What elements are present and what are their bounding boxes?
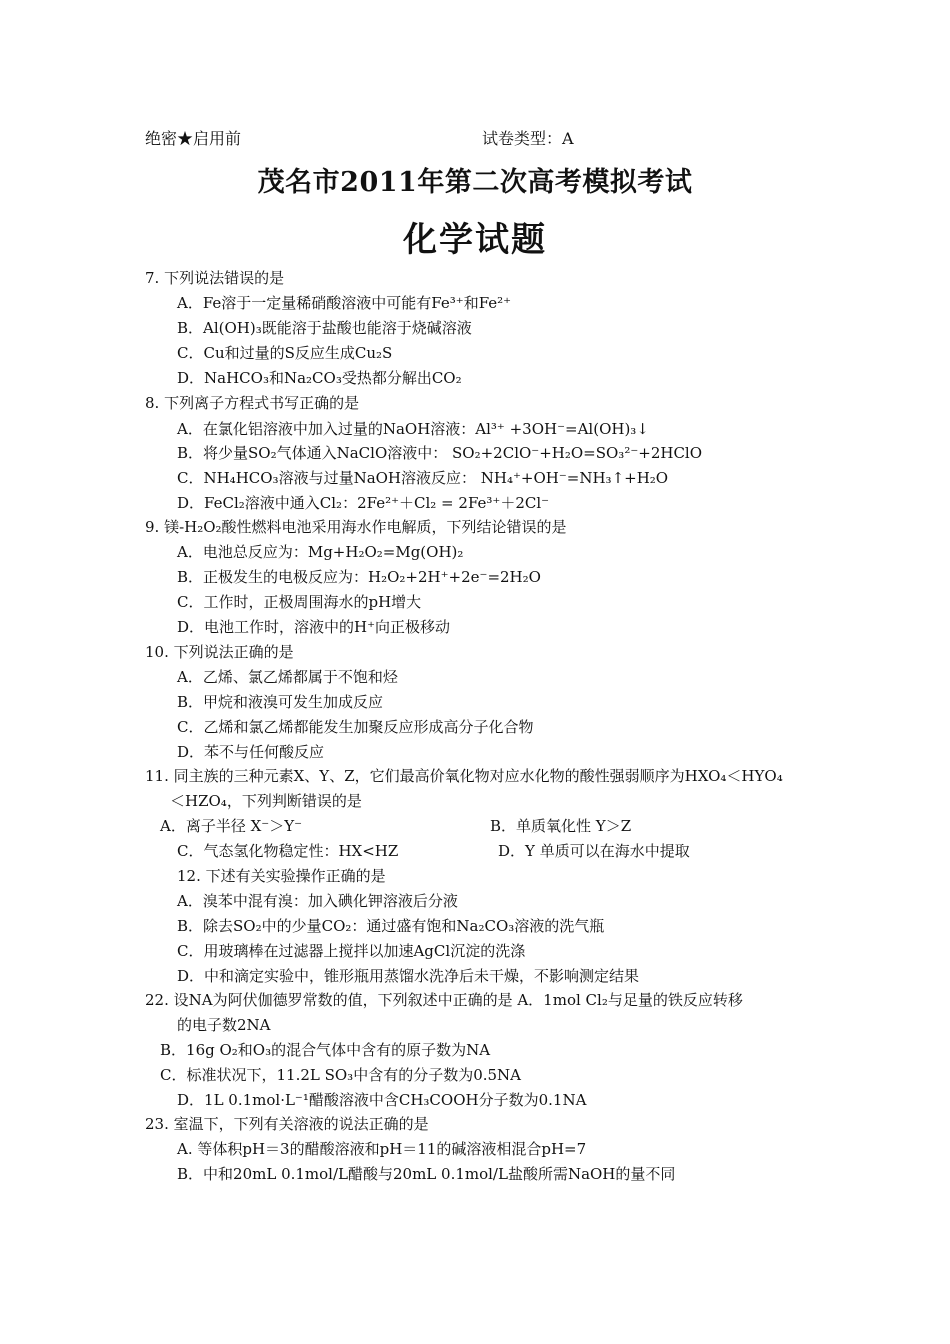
- question-11-option-b: B．单质氧化性 Y＞Z: [490, 817, 632, 835]
- question-11-option-a: A．离子半径 X⁻＞Y⁻: [160, 817, 303, 835]
- question-9-option-c: C．工作时，正极周围海水的pH增大: [177, 593, 422, 611]
- question-9-stem: 9. 镁-H₂O₂酸性燃料电池采用海水作电解质，下列结论错误的是: [145, 518, 567, 536]
- question-11-stem: 11. 同主族的三种元素X、Y、Z，它们最高价氧化物对应水化物的酸性强弱顺序为HXO₄＜HYO₄: [145, 767, 783, 785]
- question-7-option-c: C．Cu和过量的S反应生成Cu₂S: [177, 344, 393, 362]
- paper-type-label: 试卷类型：A: [482, 129, 574, 148]
- question-7-option-d: D．NaHCO₃和Na₂CO₃受热都分解出CO₂: [177, 369, 462, 387]
- question-7-option-a: A．Fe溶于一定量稀硝酸溶液中可能有Fe³⁺和Fe²⁺: [177, 294, 512, 312]
- question-8-option-b: B．将少量SO₂气体通入NaClO溶液中： SO₂+2ClO⁻+H₂O=SO₃²⁻+2HClO: [177, 444, 703, 462]
- question-11-option-d: D．Y 单质可以在海水中提取: [498, 842, 690, 860]
- question-23-option-b: B．中和20mL 0.1mol/L醋酸与20mL 0.1mol/L盐酸所需NaOH的量不同: [177, 1165, 676, 1183]
- question-9-option-d: D．电池工作时，溶液中的H⁺向正极移动: [177, 618, 451, 636]
- question-12-option-b: B．除去SO₂中的少量CO₂：通过盛有饱和Na₂CO₃溶液的洗气瓶: [177, 917, 605, 935]
- question-9-option-a: A．电池总反应为：Mg+H₂O₂=Mg(OH)₂: [177, 543, 464, 561]
- question-10-option-b: B．甲烷和液溴可发生加成反应: [177, 693, 384, 711]
- exam-title: 茂名市2011年第二次高考模拟考试: [257, 167, 693, 198]
- question-12-option-a: A．溴苯中混有溴：加入碘化钾溶液后分液: [177, 892, 458, 910]
- confidential-label: 绝密★启用前: [145, 129, 242, 148]
- question-8-option-a: A．在氯化铝溶液中加入过量的NaOH溶液：Al³⁺ +3OH⁻=Al(OH)₃↓: [177, 420, 649, 438]
- question-10-option-a: A．乙烯、氯乙烯都属于不饱和烃: [177, 668, 398, 686]
- question-8-option-c: C．NH₄HCO₃溶液与过量NaOH溶液反应： NH₄⁺+OH⁻=NH₃↑+H₂O: [177, 469, 669, 487]
- question-23-stem: 23. 室温下，下列有关溶液的说法正确的是: [145, 1115, 429, 1133]
- question-12-option-d: D．中和滴定实验中，锥形瓶用蒸馏水洗净后未干燥，不影响测定结果: [177, 967, 640, 985]
- question-12-option-c: C．用玻璃棒在过滤器上搅拌以加速AgCl沉淀的洗涤: [177, 942, 526, 960]
- question-8-option-d: D．FeCl₂溶液中通入Cl₂：2Fe²⁺＋Cl₂ = 2Fe³⁺＋2Cl⁻: [177, 494, 550, 512]
- question-22-stem-cont: 的电子数2NA: [177, 1016, 271, 1034]
- question-23-option-a: A. 等体积pH＝3的醋酸溶液和pH＝11的碱溶液相混合pH=7: [177, 1140, 587, 1158]
- question-11-stem-cont: ＜HZO₄，下列判断错误的是: [170, 792, 362, 810]
- question-10-stem: 10. 下列说法正确的是: [145, 643, 294, 661]
- question-22-option-d: D．1L 0.1mol·L⁻¹醋酸溶液中含CH₃COOH分子数为0.1NA: [177, 1091, 587, 1109]
- question-12-stem: 12. 下述有关实验操作正确的是: [177, 867, 386, 885]
- question-22-option-c: C．标准状况下，11.2L SO₃中含有的分子数为0.5NA: [160, 1066, 522, 1084]
- question-8-stem: 8. 下列离子方程式书写正确的是: [145, 394, 360, 412]
- subject-title: 化学试题: [403, 220, 547, 260]
- question-10-option-d: D．苯不与任何酸反应: [177, 743, 325, 761]
- question-22-stem: 22. 设NA为阿伏伽德罗常数的值，下列叙述中正确的是 A．1mol Cl₂与足量的铁反应转移: [145, 991, 743, 1009]
- question-10-option-c: C．乙烯和氯乙烯都能发生加聚反应形成高分子化合物: [177, 718, 534, 736]
- question-11-option-c: C．气态氢化物稳定性：HX<HZ: [177, 842, 399, 860]
- question-9-option-b: B．正极发生的电极反应为：H₂O₂+2H⁺+2e⁻=2H₂O: [177, 568, 541, 586]
- question-7-option-b: B．Al(OH)₃既能溶于盐酸也能溶于烧碱溶液: [177, 319, 472, 337]
- question-7-stem: 7. 下列说法错误的是: [145, 269, 285, 287]
- question-22-option-b: B．16g O₂和O₃的混合气体中含有的原子数为NA: [160, 1041, 491, 1059]
